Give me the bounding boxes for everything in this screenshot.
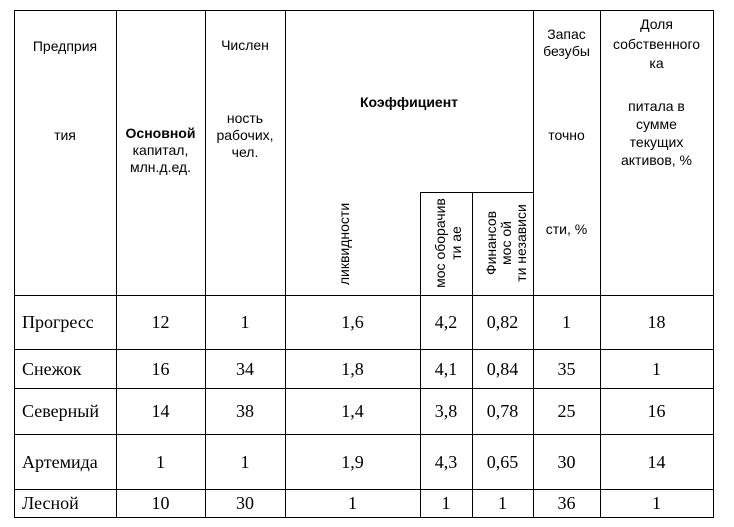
row-name: Артемида: [22, 452, 98, 472]
cell-capital: 10: [151, 493, 170, 513]
cell-fin: 0,82: [486, 312, 519, 332]
header-share-6: текущих: [629, 134, 684, 150]
grid-line: [116, 10, 117, 518]
cell-safety: 1: [562, 312, 571, 332]
cell-fin: 0,65: [486, 452, 519, 472]
header-workers-4: чел.: [231, 144, 259, 160]
cell-liq: 1,9: [341, 452, 364, 472]
cell-turn: 3,8: [434, 401, 458, 421]
cell-capital: 12: [151, 312, 170, 332]
cell-fin: 1: [498, 493, 507, 513]
header-enterprise-2: тия: [54, 127, 76, 143]
header-share-5: сумме: [636, 116, 677, 132]
grid-line: [14, 388, 714, 389]
cell-workers: 38: [236, 401, 254, 421]
cell-workers: 1: [240, 452, 250, 472]
cell-liq: 1,4: [341, 401, 364, 421]
cell-capital: 14: [151, 401, 170, 421]
header-liquidity: ликвидности: [336, 202, 352, 286]
header-enterprise-1: Предприя: [32, 38, 98, 54]
header-share-2: собственного: [612, 36, 701, 52]
header-turnover-1: мос оборачив: [432, 198, 448, 288]
cell-workers: 30: [236, 493, 254, 513]
cell-share: 14: [647, 452, 666, 472]
cell-share: 1: [652, 493, 661, 513]
grid-line: [205, 10, 206, 518]
row-name: Прогресс: [22, 312, 94, 332]
cell-safety: 25: [557, 401, 576, 421]
header-workers-3: рабочих,: [216, 127, 274, 143]
cell-workers: 1: [240, 312, 250, 332]
cell-liq: 1,8: [341, 359, 364, 379]
cell-turn: 4,3: [434, 452, 458, 472]
header-safety-2: безубы: [543, 43, 590, 59]
header-fin-1: Финансов: [483, 210, 499, 276]
grid-line: [533, 10, 534, 518]
header-safety-3: точно: [548, 127, 585, 143]
grid-line: [14, 517, 714, 518]
header-workers-1: Числен: [221, 37, 269, 53]
grid-line: [14, 434, 714, 435]
cell-liq: 1: [348, 493, 357, 513]
header-share-1: Доля: [640, 16, 673, 32]
header-share-7: активов, %: [620, 152, 693, 168]
row-name: Лесной: [22, 493, 79, 513]
grid-line: [14, 349, 714, 350]
cell-turn: 4,1: [434, 359, 458, 379]
header-coefficient: Коэффициент: [359, 94, 459, 110]
grid-line: [285, 10, 286, 518]
header-capital-2: капитал,: [132, 142, 189, 158]
cell-turn: 1: [441, 493, 451, 513]
header-fin-3: ти независи: [513, 204, 529, 282]
header-capital-3: млн.д.ед.: [129, 159, 191, 175]
grid-line: [14, 489, 714, 490]
cell-turn: 4,2: [434, 312, 458, 332]
header-safety-1: Запас: [547, 26, 586, 42]
cell-liq: 1,6: [341, 312, 364, 332]
cell-share: 18: [647, 312, 666, 332]
cell-safety: 36: [557, 493, 576, 513]
grid-line: [713, 10, 714, 518]
header-turnover-2: ти ае: [448, 226, 464, 260]
cell-workers: 34: [236, 359, 254, 379]
cell-fin: 0,84: [486, 359, 519, 379]
grid-line: [14, 10, 15, 518]
cell-capital: 16: [151, 359, 170, 379]
header-share-4: питала в: [628, 98, 685, 114]
grid-line: [14, 10, 714, 11]
cell-fin: 0,78: [486, 401, 519, 421]
cell-safety: 30: [557, 452, 576, 472]
cell-safety: 35: [557, 359, 576, 379]
data-table: [14, 10, 714, 518]
grid-line: [600, 10, 601, 518]
row-name: Снежок: [22, 359, 82, 379]
cell-share: 1: [652, 359, 661, 379]
header-safety-4: сти, %: [545, 221, 588, 237]
row-name: Северный: [22, 401, 99, 421]
header-workers-2: ность: [226, 110, 264, 126]
header-capital-1: Основной: [125, 125, 196, 141]
cell-capital: 1: [156, 452, 165, 472]
cell-share: 16: [647, 401, 666, 421]
header-share-3: ка: [649, 55, 664, 71]
header-fin-2: мос ой: [498, 221, 514, 265]
grid-line: [14, 295, 714, 296]
